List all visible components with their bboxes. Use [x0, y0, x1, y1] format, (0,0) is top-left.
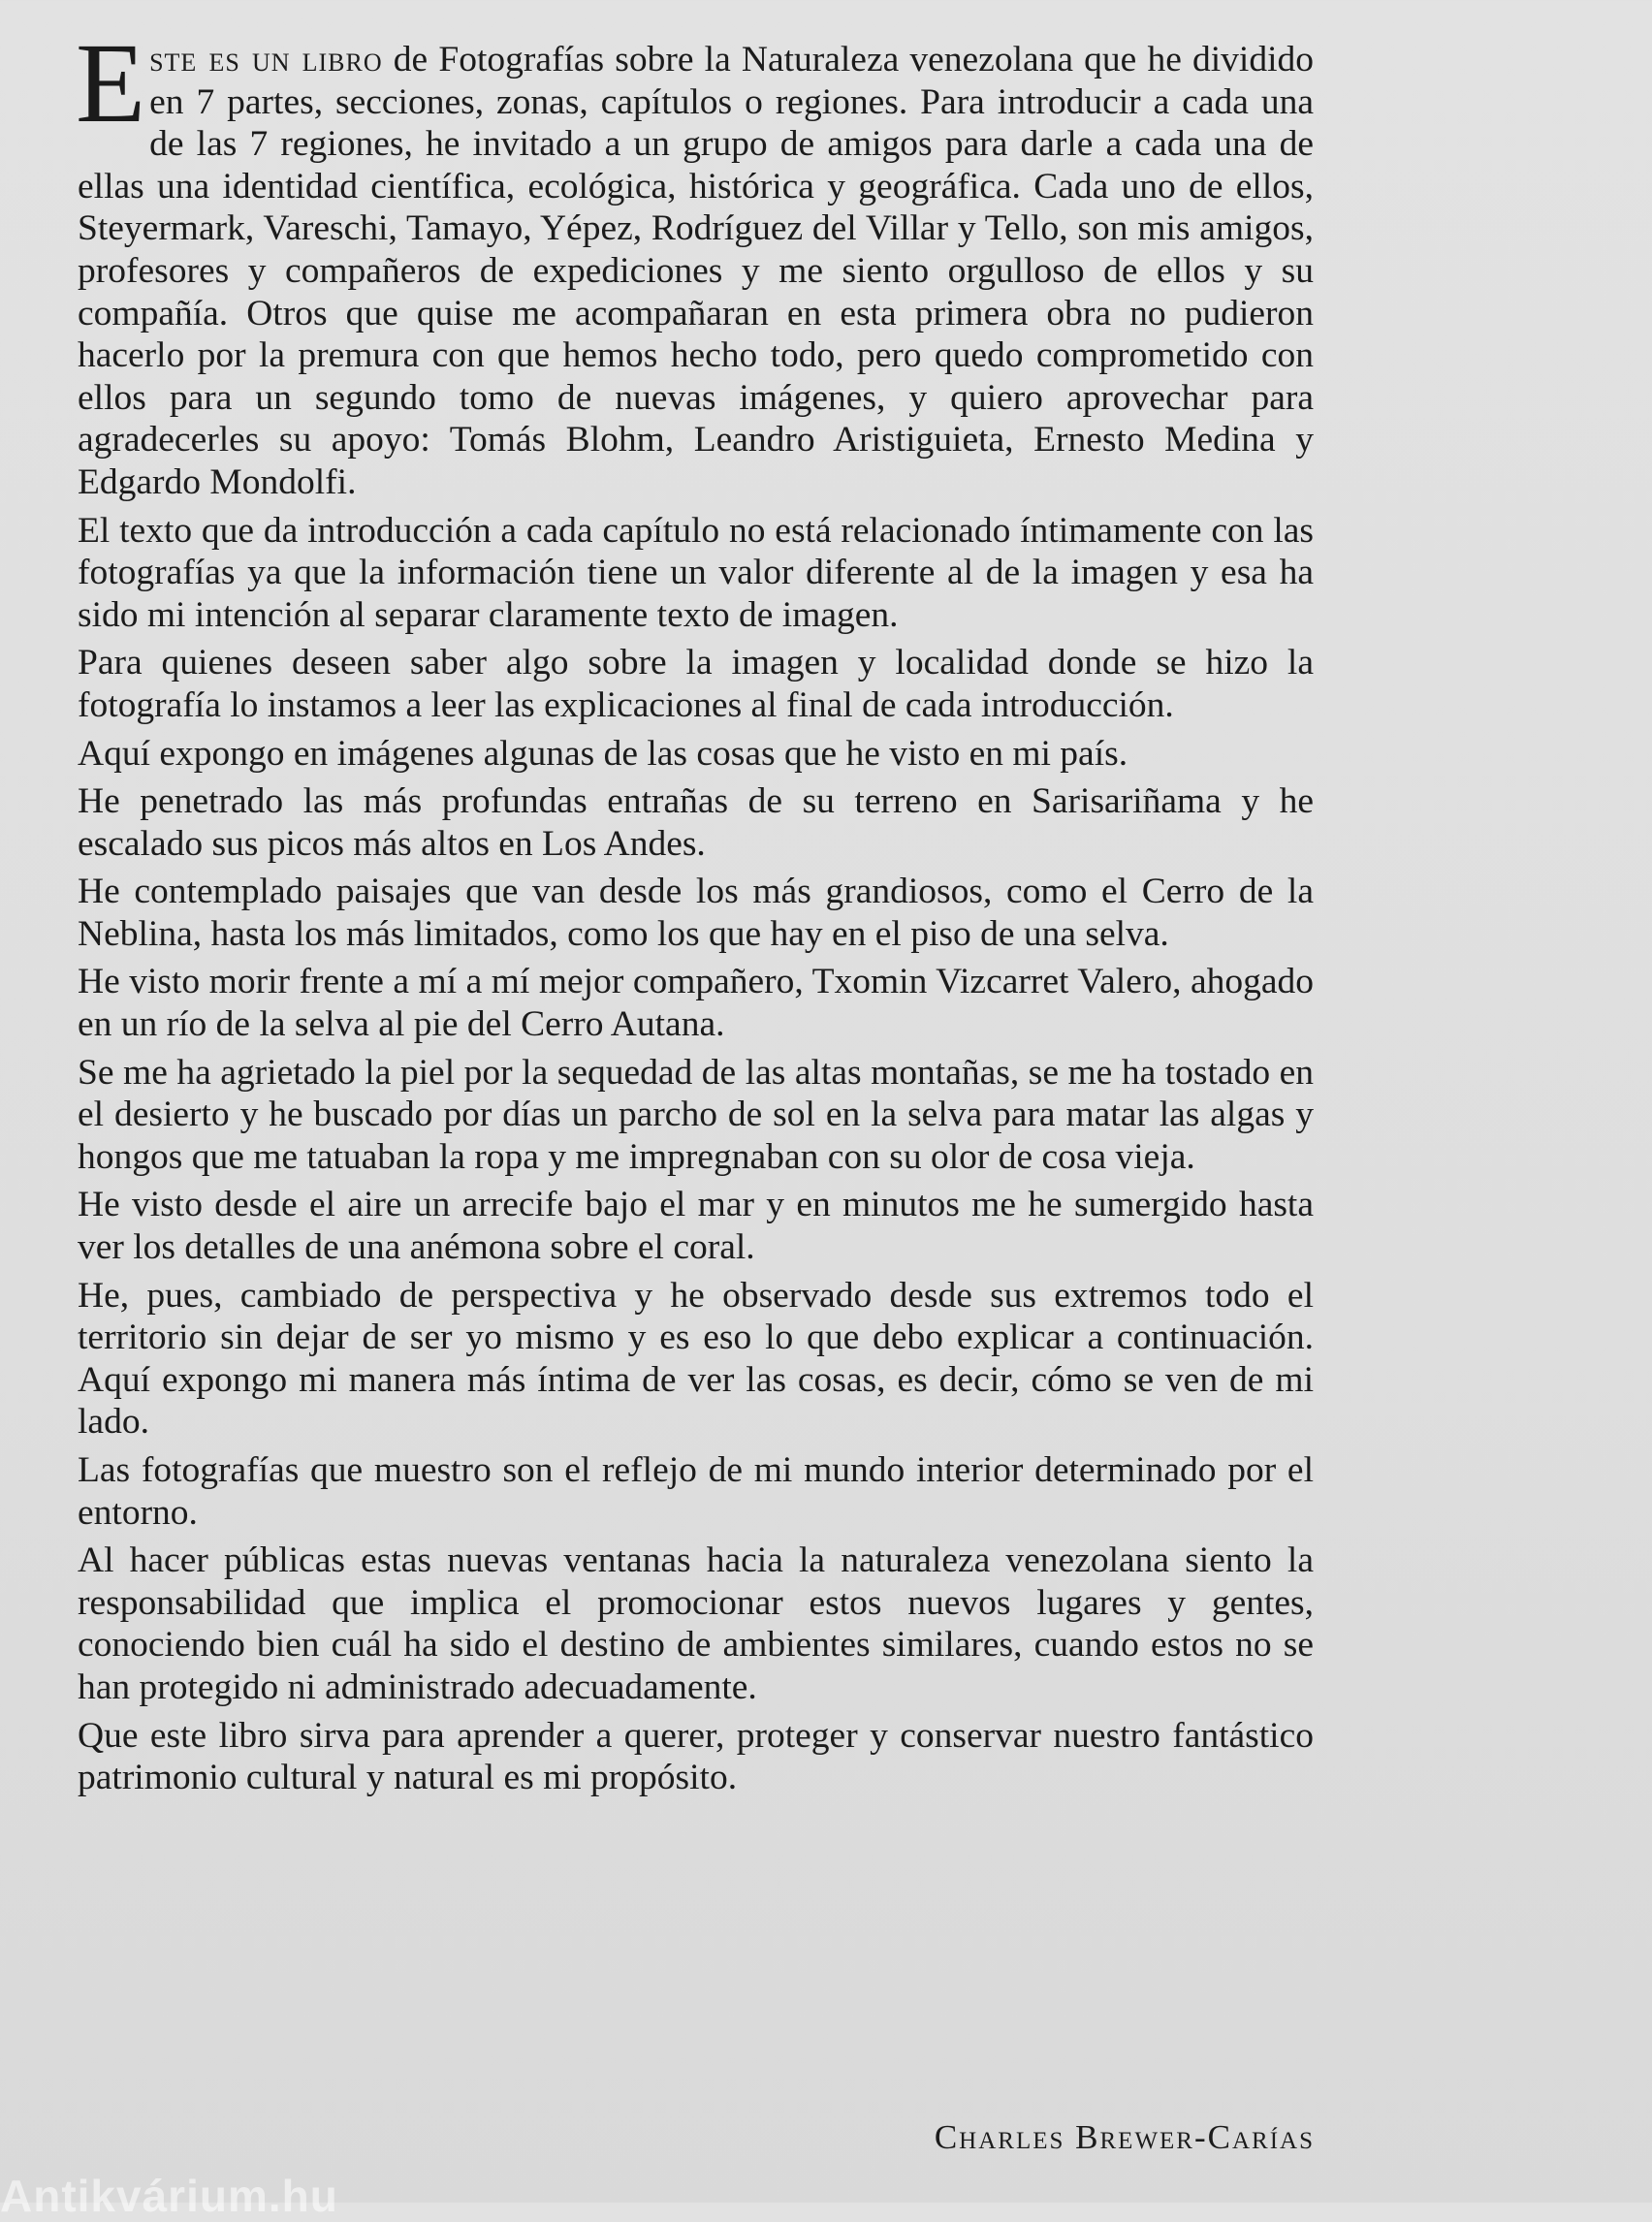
paragraph: He penetrado las más profundas entrañas de su terreno en Sarisariñama y he escalado sus picos más altos en Los Andes.	[78, 781, 1314, 864]
author-signature: Charles Brewer-Carías	[934, 2118, 1315, 2156]
paragraph: Al hacer públicas estas nuevas ventanas hacia la naturaleza venezolana siento la responsabilidad que implica el promocionar estos nuevos lugares y gentes, conociendo bien cuál ha sido el destino de ambientes similares, cuando estos no se han protegido ni administrado adecuadamente.	[78, 1540, 1314, 1707]
paragraph: Para quienes deseen saber algo sobre la imagen y localidad donde se hizo la fotografía lo instamos a leer las explicaciones al final de cada introducción.	[78, 643, 1314, 725]
opening-text: de Fotografías sobre la Naturaleza venezolana que he dividido en 7 partes, secciones, zonas, capítulos o regiones. Para introducir a cada una de las 7 regiones, he invitado a un grupo de amigos para darle a cada una de ellas una identidad científica, ecológica, histórica y geográfica. Cada uno de ellos, Steyermark, Vareschi, Tamayo, Yépez, Rodríguez del Villar y Tello, son mis amigos, profesores y compañeros de expediciones y me siento orgulloso de ellos y su compañía. Otros que quise me acompañaran en esta primera obra no pudieron hacerlo por la premura con que hemos hecho todo, pero quedo comprometido con ellos para un segundo tomo de nuevas imágenes, y quiero aprovechar para agradecerles su apoyo: Tomás Blohm, Leandro Aristiguieta, Ernesto Medina y Edgardo Mondolfi.	[78, 40, 1315, 502]
drop-cap: E	[76, 19, 146, 146]
opening-paragraph	[76, 19, 1315, 504]
page-text-block	[76, 19, 1315, 1799]
paragraph: He contemplado paisajes que van desde los más grandiosos, como el Cerro de la Neblina, hasta los más limitados, como los que hay en el piso de una selva.	[78, 872, 1314, 954]
paragraph: Las fotografías que muestro son el reflejo de mi mundo interior determinado por el entorno.	[78, 1450, 1314, 1533]
paragraph: Se me ha agrietado la piel por la sequedad de las altas montañas, se me ha tostado en el desierto y he buscado por días un parcho de sol en la selva para matar las algas y hongos que me tatuaban la ropa y me impregnaban con su olor de cosa vieja.	[78, 1052, 1314, 1177]
paragraph: He visto morir frente a mí a mí mejor compañero, Txomin Vizcarret Valero, ahogado en un río de la selva al pie del Cerro Autana.	[78, 962, 1314, 1045]
paragraph: He visto desde el aire un arrecife bajo el mar y en minutos me he sumergido hasta ver los detalles de una anémona sobre el coral.	[78, 1185, 1314, 1268]
paragraph: He, pues, cambiado de perspectiva y he observado desde sus extremos todo el territorio sin dejar de ser yo mismo y es eso lo que debo explicar a continuación. Aquí expongo mi manera más íntima de ver las cosas, es decir, cómo se ven de mi lado.	[78, 1275, 1314, 1443]
paragraph: Aquí expongo en imágenes algunas de las cosas que he visto en mi país.	[78, 733, 1128, 774]
paragraph: Que este libro sirva para aprender a querer, proteger y conservar nuestro fantástico patrimonio cultural y natural es mi propósito.	[78, 1715, 1314, 1798]
watermark: Antikvárium.hu	[0, 2171, 338, 2221]
opening-smallcaps: ste es un libro	[149, 40, 383, 79]
paragraph: El texto que da introducción a cada capítulo no está relacionado íntimamente con las fotografías ya que la información tiene un valor diferente al de la imagen y esa ha sido mi intención al separar claramente texto de imagen.	[78, 510, 1314, 635]
